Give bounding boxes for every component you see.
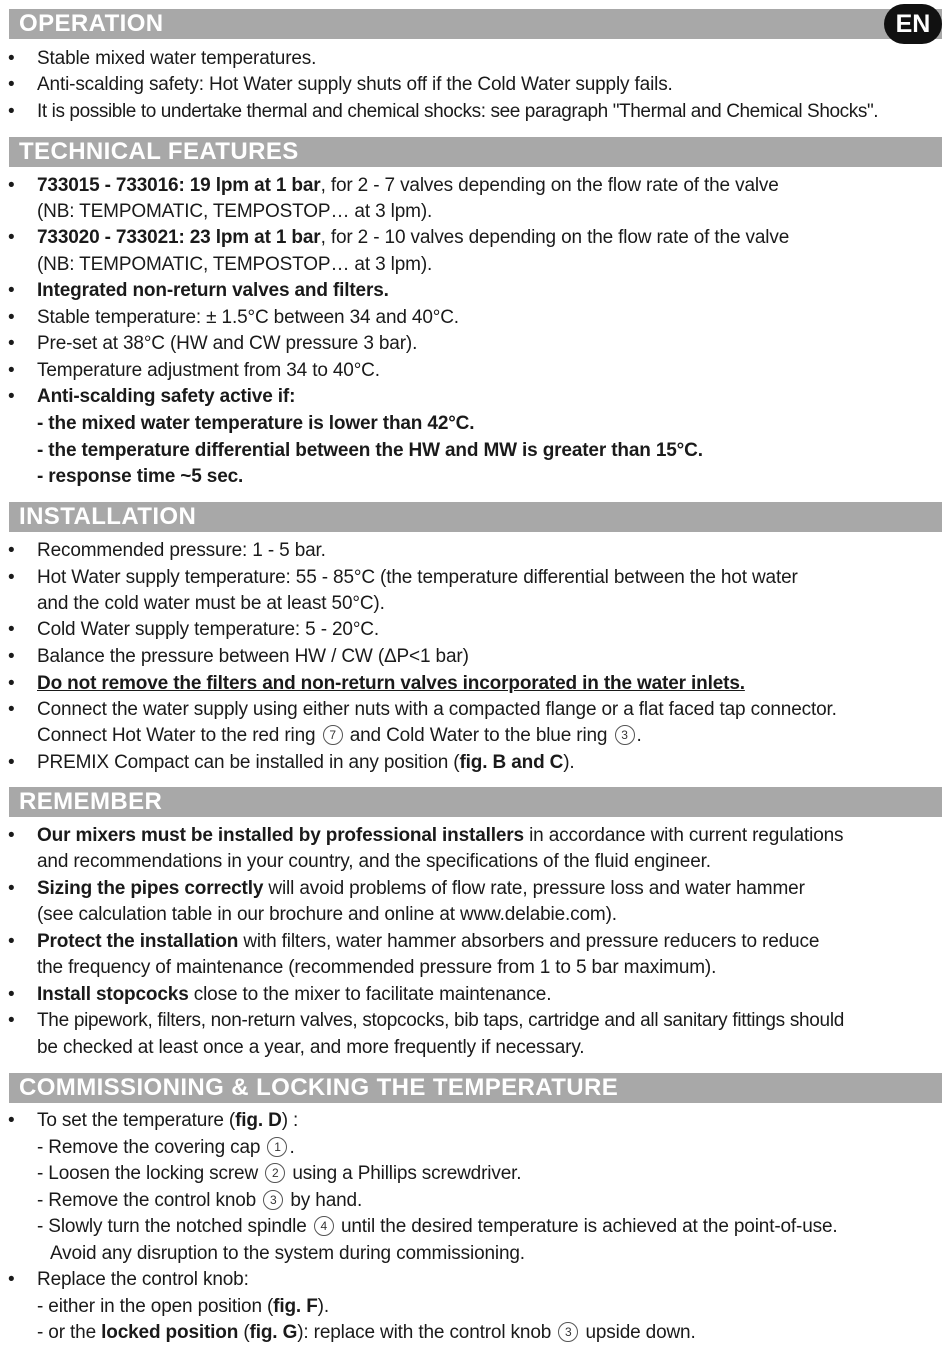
text: - Remove the covering cap — [37, 1137, 261, 1158]
model-flow-1: 733015 - 733016: 19 lpm at 1 bar — [37, 175, 321, 196]
commissioning-step-5 — [37, 1294, 329, 1320]
bullet: • — [8, 360, 15, 381]
text: To set the temperature ( — [37, 1110, 236, 1131]
bullet: • — [8, 333, 15, 354]
technical-line-1-rest: , for 2 - 7 valves depending on the flow rate of the valve — [320, 175, 779, 196]
figure-ref: fig. G — [249, 1322, 298, 1343]
commissioning-line-1 — [37, 1108, 298, 1134]
bold-text: Our mixers must be installed by professional installers — [37, 825, 524, 846]
section-header-technical-features: TECHNICAL FEATURES — [9, 137, 942, 167]
bullet: • — [8, 646, 15, 667]
remember-line-4 — [37, 982, 551, 1008]
section-header-commissioning: COMMISSIONING & LOCKING THE TEMPERATURE — [9, 1073, 942, 1103]
bullet: • — [8, 699, 15, 720]
technical-line-2 — [37, 225, 789, 251]
text: will avoid problems of flow rate, pressure loss and water hammer — [263, 878, 805, 899]
technical-line-7c: - response time ~5 sec. — [37, 466, 244, 487]
bullet: • — [8, 825, 15, 846]
bullet: • — [8, 1110, 15, 1131]
installation-line-2b: and the cold water must be at least 50°C). — [37, 593, 385, 614]
circled-number-3: 3 — [263, 1190, 283, 1210]
text: and Cold Water to the blue ring — [349, 725, 608, 746]
circled-number-3: 3 — [615, 725, 635, 745]
technical-line-7b: - the temperature differential between the HW and MW is greater than 15°C. — [37, 440, 703, 461]
bold-text: Install stopcocks — [37, 984, 189, 1005]
remember-line-1 — [37, 823, 843, 849]
technical-line-1b: (NB: TEMPOMATIC, TEMPOSTOP… at 3 lpm). — [37, 201, 433, 222]
installation-line-6b — [37, 723, 642, 749]
installation-line-2: Hot Water supply temperature: 55 - 85°C (the temperature differential between the hot water — [37, 567, 798, 588]
remember-line-5b: be checked at least once a year, and more frequently if necessary. — [37, 1037, 585, 1058]
text: Connect Hot Water to the red ring — [37, 725, 316, 746]
text: - Slowly turn the notched spindle — [37, 1216, 307, 1237]
bold-text: Sizing the pipes correctly — [37, 878, 264, 899]
bullet: • — [8, 673, 15, 694]
figure-ref: fig. D — [235, 1110, 282, 1131]
text: PREMIX Compact can be installed in any position ( — [37, 752, 460, 773]
commissioning-step-3 — [37, 1188, 362, 1214]
operation-line-1: Stable mixed water temperatures. — [37, 48, 317, 69]
bullet: • — [8, 227, 15, 248]
text: in accordance with current regulations — [523, 825, 844, 846]
technical-line-7: Anti-scalding safety active if: — [37, 386, 296, 407]
text: . — [636, 725, 642, 746]
section-header-operation: OPERATION — [9, 9, 942, 39]
text: ) : — [281, 1110, 299, 1131]
circled-number-3: 3 — [558, 1322, 578, 1342]
bullet: • — [8, 48, 15, 69]
bullet: • — [8, 101, 15, 122]
remember-line-2 — [37, 876, 805, 902]
bullet: • — [8, 280, 15, 301]
bullet: • — [8, 1010, 15, 1031]
bullet: • — [8, 752, 15, 773]
installation-line-4: Balance the pressure between HW / CW (ΔP<1 bar) — [37, 646, 469, 667]
circled-number-2: 2 — [265, 1163, 285, 1183]
figure-ref: fig. F — [273, 1296, 318, 1317]
installation-line-3: Cold Water supply temperature: 5 - 20°C. — [37, 619, 379, 640]
remember-line-1b: and recommendations in your country, and the specifications of the fluid engineer. — [37, 851, 711, 872]
technical-line-3: Integrated non-return valves and filters. — [37, 280, 389, 301]
model-flow-2: 733020 - 733021: 23 lpm at 1 bar — [37, 227, 321, 248]
text: ). — [563, 752, 575, 773]
bullet: • — [8, 619, 15, 640]
text: ( — [238, 1322, 250, 1343]
commissioning-line-2: Replace the control knob: — [37, 1269, 249, 1290]
text: - or the — [37, 1322, 102, 1343]
commissioning-step-1 — [37, 1135, 295, 1161]
text: - either in the open position ( — [37, 1296, 274, 1317]
text: until the desired temperature is achieved at the point-of-use. — [340, 1216, 838, 1237]
bold-text: locked position — [101, 1322, 239, 1343]
commissioning-step-2 — [37, 1161, 521, 1187]
operation-line-3: It is possible to undertake thermal and chemical shocks: see paragraph "Thermal and Chemical Shocks". — [37, 101, 879, 122]
technical-line-1 — [37, 173, 779, 199]
technical-line-4: Stable temperature: ± 1.5°C between 34 and 40°C. — [37, 307, 459, 328]
bullet: • — [8, 74, 15, 95]
technical-line-5: Pre-set at 38°C (HW and CW pressure 3 bar). — [37, 333, 418, 354]
remember-line-3 — [37, 929, 819, 955]
installation-line-6: Connect the water supply using either nuts with a compacted flange or a flat faced tap connector. — [37, 699, 837, 720]
remember-line-5: The pipework, filters, non-return valves, stopcocks, bib taps, cartridge and all sanitary fittings should — [37, 1010, 845, 1031]
text: ). — [317, 1296, 329, 1317]
bullet: • — [8, 878, 15, 899]
commissioning-step-4b: Avoid any disruption to the system during commissioning. — [50, 1243, 525, 1264]
circled-number-1: 1 — [267, 1137, 287, 1157]
technical-line-6: Temperature adjustment from 34 to 40°C. — [37, 360, 380, 381]
figure-ref: fig. B and C — [459, 752, 564, 773]
text: by hand. — [290, 1190, 363, 1211]
bullet: • — [8, 567, 15, 588]
language-badge: EN — [884, 4, 942, 44]
technical-line-2b: (NB: TEMPOMATIC, TEMPOSTOP… at 3 lpm). — [37, 254, 433, 275]
bullet: • — [8, 540, 15, 561]
text: with filters, water hammer absorbers and pressure reducers to reduce — [238, 931, 820, 952]
circled-number-7: 7 — [323, 725, 343, 745]
commissioning-step-6 — [37, 1320, 696, 1346]
remember-line-2b: (see calculation table in our brochure and online at www.delabie.com). — [37, 904, 617, 925]
text: - Remove the control knob — [37, 1190, 257, 1211]
installation-line-7 — [37, 750, 575, 776]
section-header-remember: REMEMBER — [9, 787, 942, 817]
circled-number-4: 4 — [314, 1216, 334, 1236]
text: using a Phillips screwdriver. — [292, 1163, 522, 1184]
bullet: • — [8, 1269, 15, 1290]
bullet: • — [8, 984, 15, 1005]
text: ): replace with the control knob — [297, 1322, 552, 1343]
bold-text: Protect the installation — [37, 931, 239, 952]
text: close to the mixer to facilitate maintenance. — [188, 984, 552, 1005]
text: - Loosen the locking screw — [37, 1163, 259, 1184]
bullet: • — [8, 307, 15, 328]
technical-line-7a: - the mixed water temperature is lower than 42°C. — [37, 413, 475, 434]
remember-line-3b: the frequency of maintenance (recommended pressure from 1 to 5 bar maximum). — [37, 957, 717, 978]
installation-line-1: Recommended pressure: 1 - 5 bar. — [37, 540, 326, 561]
bullet: • — [8, 386, 15, 407]
bullet: • — [8, 175, 15, 196]
technical-line-2-rest: , for 2 - 10 valves depending on the flow rate of the valve — [320, 227, 790, 248]
operation-line-2: Anti-scalding safety: Hot Water supply shuts off if the Cold Water supply fails. — [37, 74, 673, 95]
section-header-installation: INSTALLATION — [9, 502, 942, 532]
text: upside down. — [585, 1322, 696, 1343]
commissioning-step-4 — [37, 1214, 838, 1240]
text: . — [289, 1137, 295, 1158]
bullet: • — [8, 931, 15, 952]
installation-line-5: Do not remove the filters and non-return valves incorporated in the water inlets. — [37, 673, 745, 694]
